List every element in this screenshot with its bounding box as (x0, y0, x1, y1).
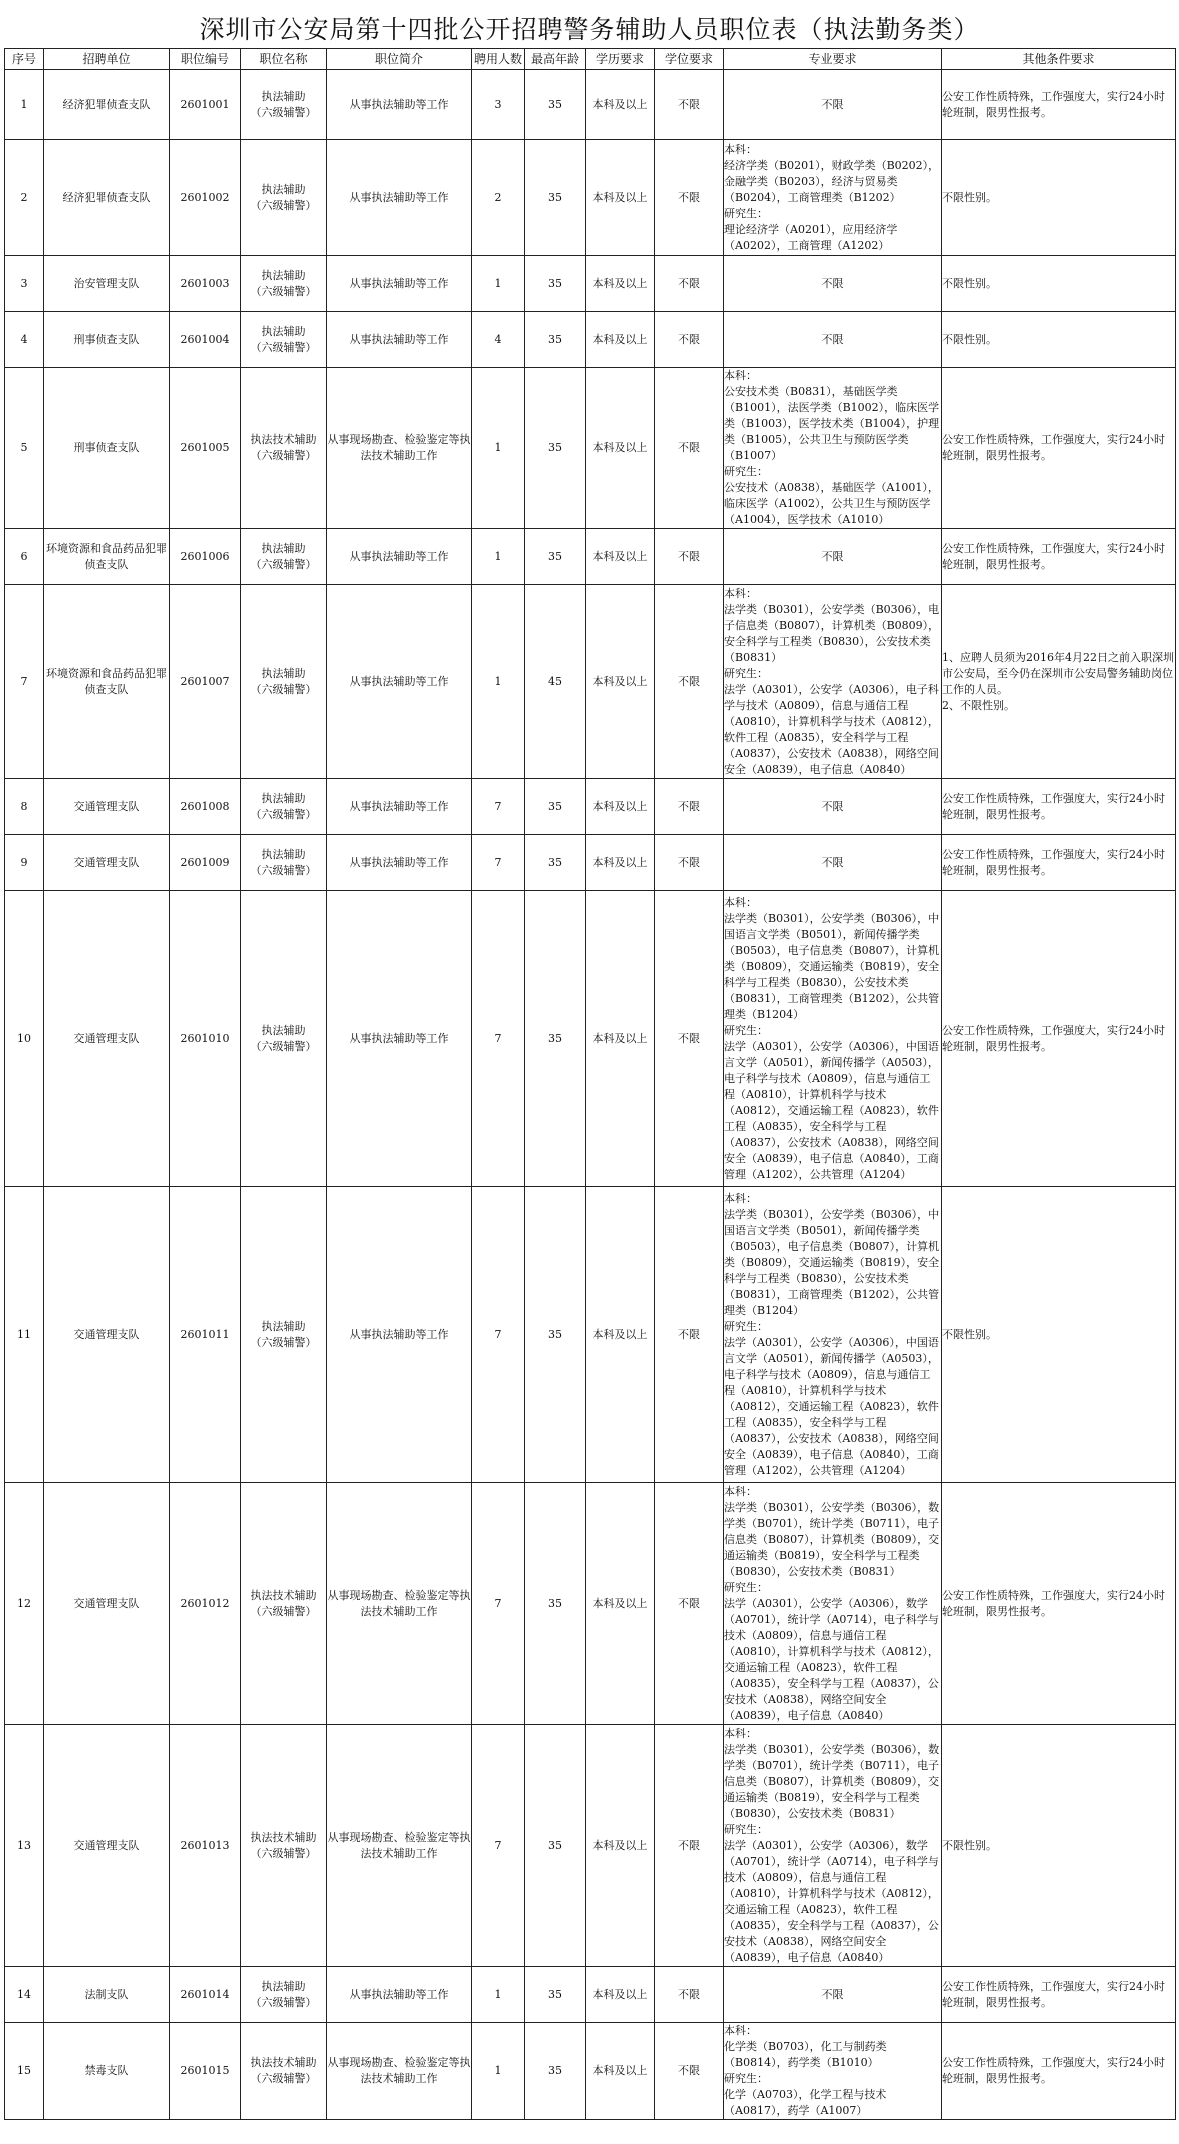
table-row (5, 1967, 1176, 2023)
position-code-cell: 2601009 (170, 835, 241, 891)
header-cell: 专业要求 (724, 49, 942, 70)
degree-requirement-cell: 不限 (655, 2023, 724, 2120)
major-requirement-cell: 本科： 法学类（B0301），公安学类（B0306），数学类（B0701），统计学类（B0711），电子信息类（B0807），计算机类（B0809），交通运输类（B0819），安全科学与工程类（B0830），公安技术类（B0831） 研究生： 法学（A0301），公安学（A0306），数学（A0701），统计学（A0714），电子科学与技术（A0809），信息与通信工程（A0810），计算机科学与技术（A0812），交通运输工程（A0823），软件工程（A0835），安全科学与工程（A0837），公安技术（A0838），网络空间安全（A0839），电子信息（A0840） (724, 1725, 942, 1967)
table-row (5, 529, 1176, 585)
position-code-cell: 2601013 (170, 1725, 241, 1967)
education-requirement-cell: 本科及以上 (586, 891, 655, 1187)
row-number-cell: 2 (5, 140, 44, 256)
table-row (5, 585, 1176, 779)
education-requirement-cell: 本科及以上 (586, 70, 655, 140)
major-requirement-cell: 本科： 公安技术类（B0831），基础医学类（B1001），法医学类（B1002），临床医学类（B1003），医学技术类（B1004），护理类（B1005），公共卫生与预防医学类（B1007） 研究生： 公安技术（A0838），基础医学（A1001），临床医学（A1002），公共卫生与预防医学（A1004），医学技术（A1010） (724, 368, 942, 529)
position-code-cell: 2601002 (170, 140, 241, 256)
position-intro-cell: 从事执法辅助等工作 (327, 1187, 472, 1483)
major-requirement-cell: 不限 (724, 835, 942, 891)
table-row (5, 368, 1176, 529)
position-name-cell: 执法辅助 （六级辅警） (241, 585, 327, 779)
position-name-cell: 执法辅助 （六级辅警） (241, 891, 327, 1187)
recruiting-unit-cell: 交通管理支队 (44, 891, 170, 1187)
header-cell: 其他条件要求 (942, 49, 1176, 70)
other-requirements-cell: 公安工作性质特殊，工作强度大，实行24小时轮班制，限男性报考。 (942, 835, 1176, 891)
position-intro-cell: 从事执法辅助等工作 (327, 256, 472, 312)
hire-count-cell: 7 (472, 835, 525, 891)
position-name-cell: 执法辅助 （六级辅警） (241, 70, 327, 140)
position-name-cell: 执法辅助 （六级辅警） (241, 256, 327, 312)
position-code-cell: 2601001 (170, 70, 241, 140)
position-code-cell: 2601005 (170, 368, 241, 529)
position-name-cell: 执法辅助 （六级辅警） (241, 779, 327, 835)
max-age-cell: 35 (525, 529, 586, 585)
recruiting-unit-cell: 环境资源和食品药品犯罪侦查支队 (44, 585, 170, 779)
header-cell: 学位要求 (655, 49, 724, 70)
table-row (5, 312, 1176, 368)
row-number-cell: 14 (5, 1967, 44, 2023)
position-intro-cell: 从事执法辅助等工作 (327, 835, 472, 891)
table-row (5, 1187, 1176, 1483)
other-requirements-cell: 不限性别。 (942, 256, 1176, 312)
table-row (5, 835, 1176, 891)
hire-count-cell: 4 (472, 312, 525, 368)
max-age-cell: 35 (525, 2023, 586, 2120)
recruiting-unit-cell: 治安管理支队 (44, 256, 170, 312)
max-age-cell: 35 (525, 891, 586, 1187)
degree-requirement-cell: 不限 (655, 1967, 724, 2023)
position-name-cell: 执法辅助 （六级辅警） (241, 312, 327, 368)
recruiting-unit-cell: 经济犯罪侦查支队 (44, 140, 170, 256)
hire-count-cell: 1 (472, 585, 525, 779)
major-requirement-cell: 本科： 法学类（B0301），公安学类（B0306），中国语言文学类（B0501），新闻传播学类（B0503），电子信息类（B0807），计算机类（B0809），交通运输类（B0819），安全科学与工程类（B0830），公安技术类（B0831），工商管理类（B1202），公共管理类（B1204） 研究生： 法学（A0301），公安学（A0306），中国语言文学（A0501），新闻传播学（A0503），电子科学与技术（A0809），信息与通信工程（A0810），计算机科学与技术（A0812），交通运输工程（A0823），软件工程（A0835），安全科学与工程（A0837），公安技术（A0838），网络空间安全（A0839），电子信息（A0840），工商管理（A1202），公共管理（A1204） (724, 891, 942, 1187)
max-age-cell: 35 (525, 1187, 586, 1483)
row-number-cell: 12 (5, 1483, 44, 1725)
major-requirement-cell: 不限 (724, 1967, 942, 2023)
position-name-cell: 执法辅助 （六级辅警） (241, 1187, 327, 1483)
education-requirement-cell: 本科及以上 (586, 529, 655, 585)
hire-count-cell: 7 (472, 891, 525, 1187)
recruiting-unit-cell: 交通管理支队 (44, 779, 170, 835)
hire-count-cell: 3 (472, 70, 525, 140)
degree-requirement-cell: 不限 (655, 585, 724, 779)
max-age-cell: 35 (525, 1967, 586, 2023)
education-requirement-cell: 本科及以上 (586, 835, 655, 891)
max-age-cell: 35 (525, 368, 586, 529)
major-requirement-cell: 不限 (724, 779, 942, 835)
table-row (5, 1725, 1176, 1967)
position-code-cell: 2601012 (170, 1483, 241, 1725)
position-name-cell: 执法技术辅助 （六级辅警） (241, 368, 327, 529)
education-requirement-cell: 本科及以上 (586, 2023, 655, 2120)
position-code-cell: 2601003 (170, 256, 241, 312)
recruiting-unit-cell: 刑事侦查支队 (44, 368, 170, 529)
table-row (5, 1483, 1176, 1725)
header-cell: 最高年龄 (525, 49, 586, 70)
table-body (5, 70, 1176, 2120)
max-age-cell: 35 (525, 70, 586, 140)
other-requirements-cell: 公安工作性质特殊，工作强度大，实行24小时轮班制，限男性报考。 (942, 368, 1176, 529)
recruiting-unit-cell: 禁毒支队 (44, 2023, 170, 2120)
max-age-cell: 35 (525, 1725, 586, 1967)
row-number-cell: 13 (5, 1725, 44, 1967)
major-requirement-cell: 本科： 化学类（B0703），化工与制药类（B0814），药学类（B1010） 研究生： 化学（A0703），化学工程与技术（A0817），药学（A1007） (724, 2023, 942, 2120)
hire-count-cell: 7 (472, 1483, 525, 1725)
other-requirements-cell: 公安工作性质特殊，工作强度大，实行24小时轮班制，限男性报考。 (942, 891, 1176, 1187)
recruiting-unit-cell: 刑事侦查支队 (44, 312, 170, 368)
major-requirement-cell: 本科： 法学类（B0301），公安学类（B0306），数学类（B0701），统计学类（B0711），电子信息类（B0807），计算机类（B0809），交通运输类（B0819），安全科学与工程类（B0830），公安技术类（B0831） 研究生： 法学（A0301），公安学（A0306），数学（A0701），统计学（A0714），电子科学与技术（A0809），信息与通信工程（A0810），计算机科学与技术（A0812），交通运输工程（A0823），软件工程（A0835），安全科学与工程（A0837），公安技术（A0838），网络空间安全（A0839），电子信息（A0840） (724, 1483, 942, 1725)
max-age-cell: 35 (525, 779, 586, 835)
hire-count-cell: 1 (472, 2023, 525, 2120)
row-number-cell: 15 (5, 2023, 44, 2120)
header-cell: 学历要求 (586, 49, 655, 70)
position-intro-cell: 从事执法辅助等工作 (327, 70, 472, 140)
document-title: 深圳市公安局第十四批公开招聘警务辅助人员职位表（执法勤务类） (199, 15, 980, 44)
degree-requirement-cell: 不限 (655, 529, 724, 585)
row-number-cell: 6 (5, 529, 44, 585)
position-name-cell: 执法技术辅助 （六级辅警） (241, 1483, 327, 1725)
header-cell: 职位名称 (241, 49, 327, 70)
degree-requirement-cell: 不限 (655, 140, 724, 256)
header-cell: 职位编号 (170, 49, 241, 70)
degree-requirement-cell: 不限 (655, 1483, 724, 1725)
row-number-cell: 5 (5, 368, 44, 529)
degree-requirement-cell: 不限 (655, 70, 724, 140)
position-intro-cell: 从事执法辅助等工作 (327, 779, 472, 835)
major-requirement-cell: 不限 (724, 70, 942, 140)
position-name-cell: 执法辅助 （六级辅警） (241, 1967, 327, 2023)
major-requirement-cell: 本科： 经济学类（B0201），财政学类（B0202），金融学类（B0203），经济与贸易类（B0204），工商管理类（B1202） 研究生： 理论经济学（A0201），应用经济学（A0202），工商管理（A1202） (724, 140, 942, 256)
table-row (5, 891, 1176, 1187)
degree-requirement-cell: 不限 (655, 368, 724, 529)
degree-requirement-cell: 不限 (655, 312, 724, 368)
hire-count-cell: 1 (472, 256, 525, 312)
education-requirement-cell: 本科及以上 (586, 368, 655, 529)
recruiting-unit-cell: 交通管理支队 (44, 1725, 170, 1967)
position-code-cell: 2601010 (170, 891, 241, 1187)
other-requirements-cell: 公安工作性质特殊，工作强度大，实行24小时轮班制，限男性报考。 (942, 70, 1176, 140)
position-intro-cell: 从事现场勘查、检验鉴定等执法技术辅助工作 (327, 2023, 472, 2120)
position-code-cell: 2601008 (170, 779, 241, 835)
major-requirement-cell: 本科： 法学类（B0301），公安学类（B0306），电子信息类（B0807），计算机类（B0809），安全科学与工程类（B0830），公安技术类（B0831） 研究生： 法学（A0301），公安学（A0306），电子科学与技术（A0809），信息与通信工程（A0810），计算机科学与技术（A0812），软件工程（A0835），安全科学与工程（A0837），公安技术（A0838），网络空间安全（A0839），电子信息（A0840） (724, 585, 942, 779)
other-requirements-cell: 公安工作性质特殊，工作强度大，实行24小时轮班制，限男性报考。 (942, 529, 1176, 585)
positions-table (4, 48, 1176, 2120)
header-cell: 职位简介 (327, 49, 472, 70)
position-intro-cell: 从事执法辅助等工作 (327, 140, 472, 256)
position-intro-cell: 从事现场勘查、检验鉴定等执法技术辅助工作 (327, 1483, 472, 1725)
row-number-cell: 10 (5, 891, 44, 1187)
position-name-cell: 执法辅助 （六级辅警） (241, 529, 327, 585)
max-age-cell: 45 (525, 585, 586, 779)
degree-requirement-cell: 不限 (655, 256, 724, 312)
position-name-cell: 执法技术辅助 （六级辅警） (241, 1725, 327, 1967)
position-code-cell: 2601014 (170, 1967, 241, 2023)
hire-count-cell: 1 (472, 529, 525, 585)
header-cell: 招聘单位 (44, 49, 170, 70)
major-requirement-cell: 不限 (724, 529, 942, 585)
header-cell: 聘用人数 (472, 49, 525, 70)
major-requirement-cell: 不限 (724, 312, 942, 368)
row-number-cell: 1 (5, 70, 44, 140)
recruiting-unit-cell: 交通管理支队 (44, 835, 170, 891)
education-requirement-cell: 本科及以上 (586, 585, 655, 779)
row-number-cell: 7 (5, 585, 44, 779)
major-requirement-cell: 不限 (724, 256, 942, 312)
recruiting-unit-cell: 交通管理支队 (44, 1187, 170, 1483)
position-intro-cell: 从事执法辅助等工作 (327, 891, 472, 1187)
table-row (5, 779, 1176, 835)
hire-count-cell: 7 (472, 1725, 525, 1967)
education-requirement-cell: 本科及以上 (586, 256, 655, 312)
position-code-cell: 2601007 (170, 585, 241, 779)
max-age-cell: 35 (525, 1483, 586, 1725)
education-requirement-cell: 本科及以上 (586, 1187, 655, 1483)
hire-count-cell: 7 (472, 1187, 525, 1483)
position-intro-cell: 从事执法辅助等工作 (327, 585, 472, 779)
position-code-cell: 2601006 (170, 529, 241, 585)
max-age-cell: 35 (525, 835, 586, 891)
recruiting-unit-cell: 环境资源和食品药品犯罪侦查支队 (44, 529, 170, 585)
recruiting-unit-cell: 交通管理支队 (44, 1483, 170, 1725)
position-intro-cell: 从事执法辅助等工作 (327, 312, 472, 368)
row-number-cell: 9 (5, 835, 44, 891)
position-intro-cell: 从事执法辅助等工作 (327, 1967, 472, 2023)
position-name-cell: 执法技术辅助 （六级辅警） (241, 2023, 327, 2120)
education-requirement-cell: 本科及以上 (586, 1967, 655, 2023)
other-requirements-cell: 不限性别。 (942, 140, 1176, 256)
degree-requirement-cell: 不限 (655, 835, 724, 891)
row-number-cell: 8 (5, 779, 44, 835)
row-number-cell: 4 (5, 312, 44, 368)
degree-requirement-cell: 不限 (655, 891, 724, 1187)
position-name-cell: 执法辅助 （六级辅警） (241, 140, 327, 256)
other-requirements-cell: 不限性别。 (942, 1725, 1176, 1967)
education-requirement-cell: 本科及以上 (586, 779, 655, 835)
table-header-row (5, 49, 1176, 70)
education-requirement-cell: 本科及以上 (586, 1483, 655, 1725)
hire-count-cell: 7 (472, 779, 525, 835)
recruiting-unit-cell: 法制支队 (44, 1967, 170, 2023)
education-requirement-cell: 本科及以上 (586, 140, 655, 256)
max-age-cell: 35 (525, 312, 586, 368)
table-row (5, 256, 1176, 312)
row-number-cell: 11 (5, 1187, 44, 1483)
header-cell: 序号 (5, 49, 44, 70)
table-row (5, 2023, 1176, 2120)
recruiting-unit-cell: 经济犯罪侦查支队 (44, 70, 170, 140)
table-row (5, 140, 1176, 256)
other-requirements-cell: 公安工作性质特殊，工作强度大，实行24小时轮班制，限男性报考。 (942, 779, 1176, 835)
other-requirements-cell: 公安工作性质特殊，工作强度大，实行24小时轮班制，限男性报考。 (942, 1967, 1176, 2023)
hire-count-cell: 1 (472, 368, 525, 529)
other-requirements-cell: 公安工作性质特殊，工作强度大，实行24小时轮班制，限男性报考。 (942, 2023, 1176, 2120)
max-age-cell: 35 (525, 256, 586, 312)
education-requirement-cell: 本科及以上 (586, 1725, 655, 1967)
position-code-cell: 2601004 (170, 312, 241, 368)
position-intro-cell: 从事现场勘查、检验鉴定等执法技术辅助工作 (327, 368, 472, 529)
degree-requirement-cell: 不限 (655, 1187, 724, 1483)
max-age-cell: 35 (525, 140, 586, 256)
degree-requirement-cell: 不限 (655, 1725, 724, 1967)
position-intro-cell: 从事执法辅助等工作 (327, 529, 472, 585)
position-name-cell: 执法辅助 （六级辅警） (241, 835, 327, 891)
hire-count-cell: 2 (472, 140, 525, 256)
position-code-cell: 2601015 (170, 2023, 241, 2120)
education-requirement-cell: 本科及以上 (586, 312, 655, 368)
row-number-cell: 3 (5, 256, 44, 312)
other-requirements-cell: 1、应聘人员须为2016年4月22日之前入职深圳市公安局，至今仍在深圳市公安局警务辅助岗位工作的人员。 2、不限性别。 (942, 585, 1176, 779)
degree-requirement-cell: 不限 (655, 779, 724, 835)
other-requirements-cell: 不限性别。 (942, 1187, 1176, 1483)
table-row (5, 70, 1176, 140)
other-requirements-cell: 不限性别。 (942, 312, 1176, 368)
hire-count-cell: 1 (472, 1967, 525, 2023)
position-code-cell: 2601011 (170, 1187, 241, 1483)
position-intro-cell: 从事现场勘查、检验鉴定等执法技术辅助工作 (327, 1725, 472, 1967)
major-requirement-cell: 本科： 法学类（B0301），公安学类（B0306），中国语言文学类（B0501），新闻传播学类（B0503），电子信息类（B0807），计算机类（B0809），交通运输类（B0819），安全科学与工程类（B0830），公安技术类（B0831），工商管理类（B1202），公共管理类（B1204） 研究生： 法学（A0301），公安学（A0306），中国语言文学（A0501），新闻传播学（A0503），电子科学与技术（A0809），信息与通信工程（A0810），计算机科学与技术（A0812），交通运输工程（A0823），软件工程（A0835），安全科学与工程（A0837），公安技术（A0838），网络空间安全（A0839），电子信息（A0840），工商管理（A1202），公共管理（A1204） (724, 1187, 942, 1483)
other-requirements-cell: 公安工作性质特殊，工作强度大，实行24小时轮班制，限男性报考。 (942, 1483, 1176, 1725)
